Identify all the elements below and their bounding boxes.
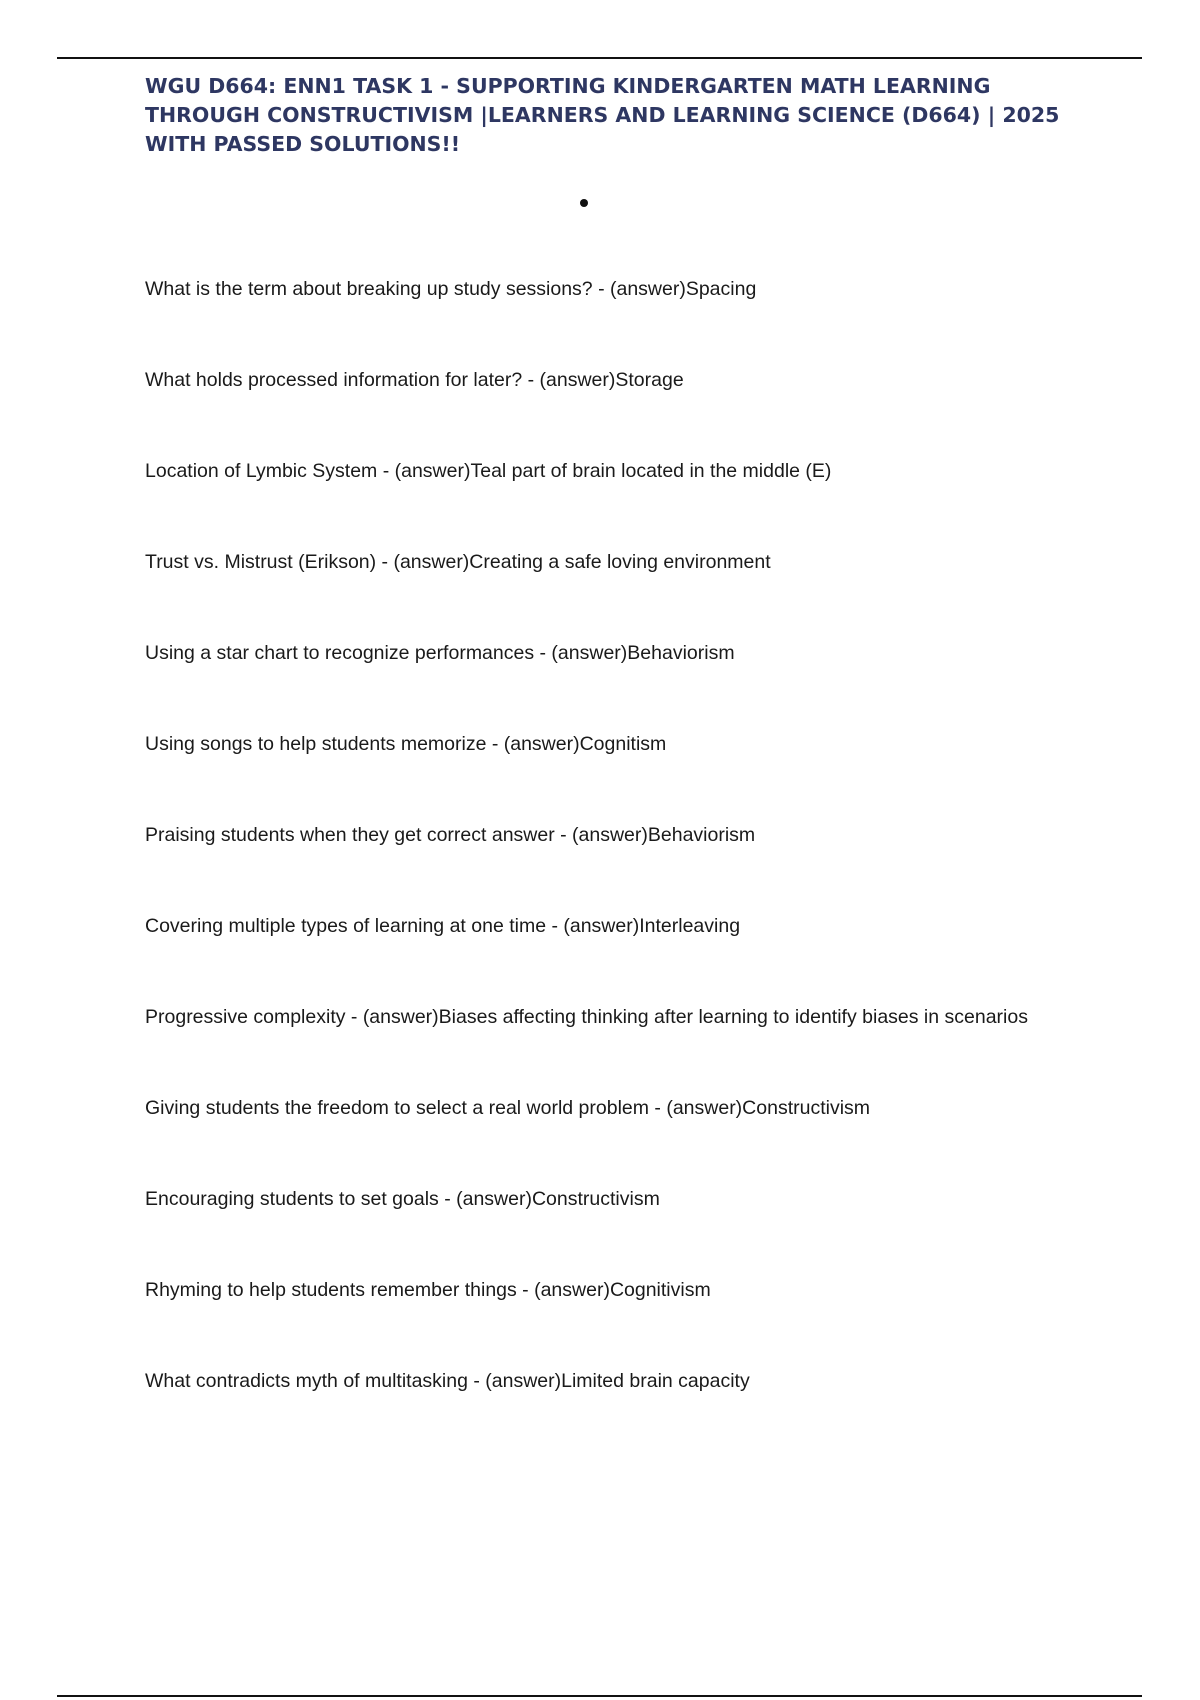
qa-item-11: Encouraging students to set goals - (answer)Constructivism (145, 1188, 660, 1210)
qa-item-1: What is the term about breaking up study sessions? - (answer)Spacing (145, 278, 757, 300)
qa-item-13: What contradicts myth of multitasking - (answer)Limited brain capacity (145, 1370, 750, 1392)
document-title: WGU D664: ENN1 TASK 1 - SUPPORTING KINDERGARTEN MATH LEARNING THROUGH CONSTRUCTIVISM |LEARNERS AND LEARNING SCIENCE (D664) | 2025 WITH PASSED SOLUTIONS!! (145, 74, 1060, 156)
qa-item-12: Rhyming to help students remember things - (answer)Cognitivism (145, 1279, 711, 1301)
qa-item-2: What holds processed information for later? - (answer)Storage (145, 369, 684, 391)
qa-item-10: Giving students the freedom to select a real world problem - (answer)Constructivism (145, 1097, 871, 1119)
top-divider (57, 57, 1142, 59)
qa-item-3: Location of Lymbic System - (answer)Teal part of brain located in the middle (E) (145, 460, 832, 482)
qa-item-9: Progressive complexity - (answer)Biases affecting thinking after learning to identify biases in scenarios (145, 1006, 1028, 1028)
bottom-divider (57, 1695, 1142, 1697)
bullet-marker (580, 199, 588, 207)
qa-item-6: Using songs to help students memorize - (answer)Cognitism (145, 733, 667, 755)
qa-item-8: Covering multiple types of learning at one time - (answer)Interleaving (145, 915, 741, 937)
qa-item-7: Praising students when they get correct answer - (answer)Behaviorism (145, 824, 756, 846)
qa-item-4: Trust vs. Mistrust (Erikson) - (answer)Creating a safe loving environment (145, 551, 771, 573)
qa-list (145, 277, 1145, 1460)
qa-item-5: Using a star chart to recognize performances - (answer)Behaviorism (145, 642, 735, 664)
